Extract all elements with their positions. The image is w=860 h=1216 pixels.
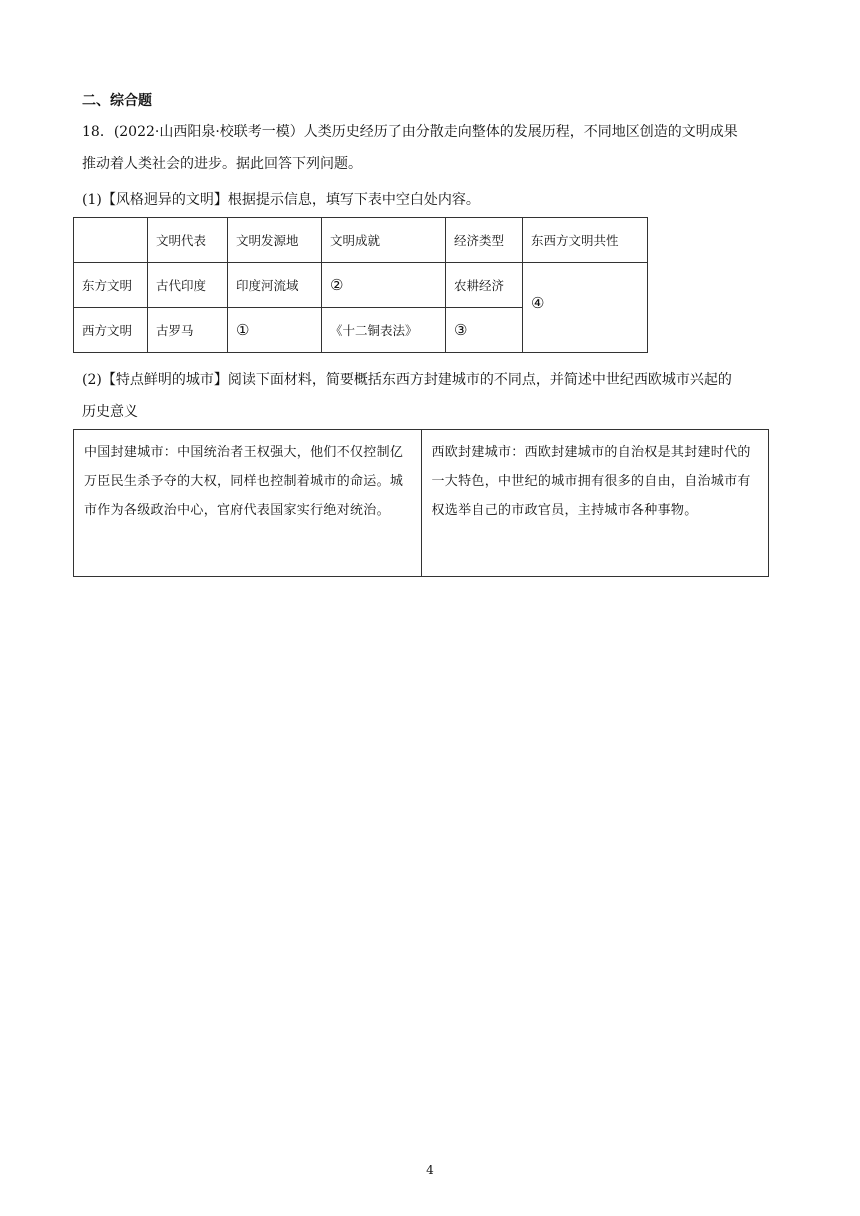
material-west: 西欧封建城市：西欧封建城市的自治权是其封建时代的一大特色，中世纪的城市拥有很多的自由，自治城市有权选举自己的市政官员，主持城市各种事物。: [421, 430, 769, 577]
table-header-cell: [74, 218, 148, 263]
page-number: 4: [426, 1163, 434, 1177]
table-cell: 农耕经济: [446, 263, 523, 308]
section-title: 二、综合题: [82, 93, 152, 109]
table-header-cell: 文明代表: [148, 218, 228, 263]
table-cell: 东方文明: [74, 263, 148, 308]
table-cell: 印度河流域: [228, 263, 322, 308]
table-cell: 西方文明: [74, 308, 148, 353]
table-cell: 《十二铜表法》: [322, 308, 446, 353]
table-cell-blank-4: ④: [523, 263, 648, 353]
table-cell-blank-2: ②: [322, 263, 446, 308]
table-header-row: [74, 218, 648, 263]
table-cell-blank-3: ③: [446, 308, 523, 353]
question-part-2-line-1: (2)【特点鲜明的城市】阅读下面材料，简要概括东西方封建城市的不同点，并简述中世纪西欧城市兴起的: [82, 372, 732, 388]
question-part-1: (1)【风格迥异的文明】根据提示信息，填写下表中空白处内容。: [82, 192, 480, 208]
table-row: [74, 430, 769, 577]
table-cell: 古罗马: [148, 308, 228, 353]
table-header-cell: 东西方文明共性: [523, 218, 648, 263]
table-header-cell: 文明成就: [322, 218, 446, 263]
question-part-2-line-2: 历史意义: [82, 404, 138, 420]
table-header-cell: 经济类型: [446, 218, 523, 263]
table-row: [74, 263, 648, 308]
table-cell-blank-1: ①: [228, 308, 322, 353]
question-stem-line-1: 18．(2022·山西阳泉·校联考一模）人类历史经历了由分散走向整体的发展历程，不同地区创造的文明成果: [82, 124, 738, 140]
table-header-cell: 文明发源地: [228, 218, 322, 263]
material-table: [73, 429, 769, 577]
question-stem-line-2: 推动着人类社会的进步。据此回答下列问题。: [82, 156, 362, 172]
material-china: 中国封建城市：中国统治者王权强大，他们不仅控制亿万臣民生杀予夺的大权，同样也控制着城市的命运。城市作为各级政治中心，官府代表国家实行绝对统治。: [74, 430, 422, 577]
table-cell: 古代印度: [148, 263, 228, 308]
civilization-table: [73, 217, 648, 353]
